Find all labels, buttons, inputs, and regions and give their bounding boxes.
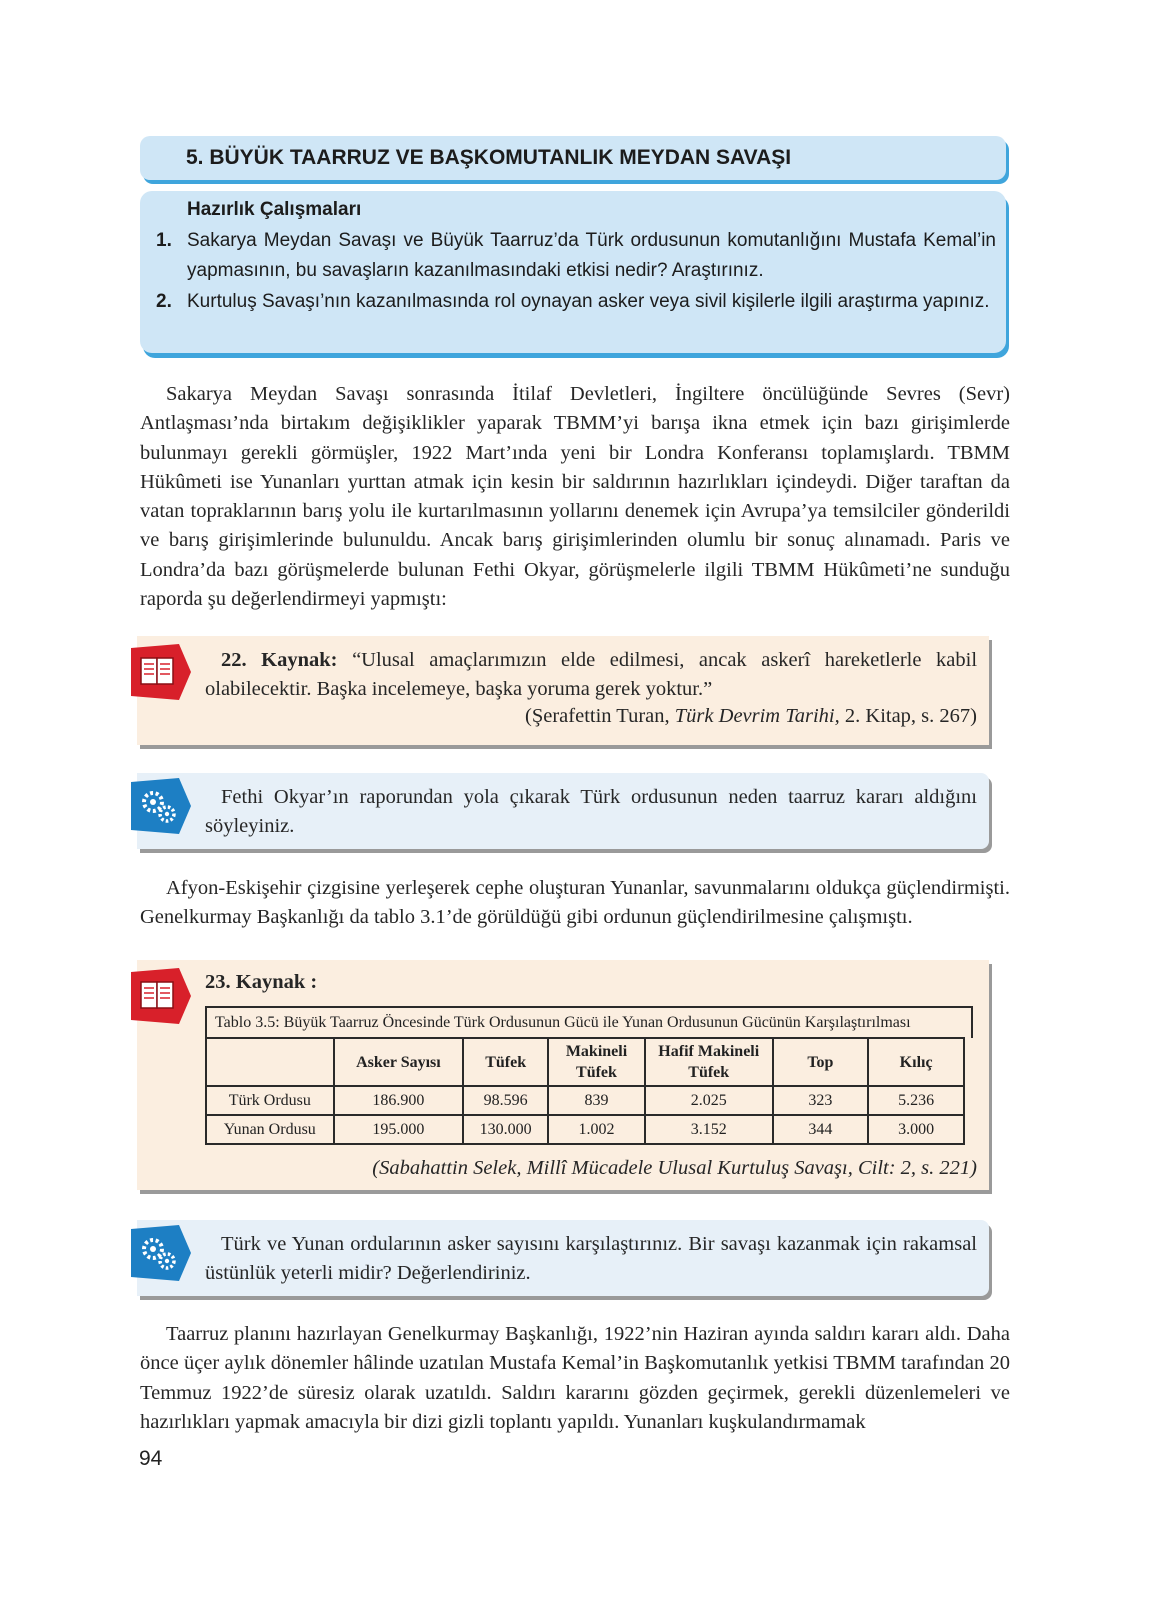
source-23-citation: (Sabahattin Selek, Millî Mücadele Ulusal Kurtuluş Savaşı, Cilt: 2, s. 221) <box>372 1157 977 1179</box>
table-header-cell: Kılıç <box>868 1038 964 1086</box>
question-text: Fethi Okyar’ın raporundan yola çıkarak Türk ordusunun neden taarruz kararı aldığını söyleyiniz. <box>205 786 977 837</box>
gears-icon <box>129 778 191 834</box>
table-cell: 195.000 <box>334 1115 464 1144</box>
preparation-item <box>156 226 996 286</box>
item-text: Kurtuluş Savaşı’nın kazanılmasında rol oynayan asker veya sivil kişilerle ilgili araştırma yapınız. <box>187 291 990 312</box>
table-row <box>206 1115 964 1144</box>
section-title: 5. BÜYÜK TAARRUZ VE BAŞKOMUTANLIK MEYDAN SAVAŞI <box>186 146 792 169</box>
table-cell: 98.596 <box>463 1086 548 1115</box>
source-22-label: 22. Kaynak: <box>221 649 338 671</box>
source-23-label: 23. Kaynak : <box>205 971 318 993</box>
gears-icon <box>129 1225 191 1281</box>
table-header-cell: Makineli Tüfek <box>548 1038 645 1086</box>
body-paragraph: Taarruz planını hazırlayan Genelkurmay Başkanlığı, 1922’nin Haziran ayında saldırı kararı aldı. Daha önce üçer aylık dönemler hâlinde uzatılan Mustafa Kemal’in Başkomutanlık yetkisi TBMM tarafından 20 Temmuz 1922’de süresiz olarak uzatıldı. Saldırı kararını gözden geçirmek, gerekli düzenlemeleri ve hazırlıkları yapmak amacıyla bir dizi gizli toplantı yapıldı. Yunanları kuşkulandırmamak <box>140 1323 1010 1433</box>
preparation-box <box>140 191 1006 353</box>
section-title-box <box>140 136 1006 180</box>
table-header-cell: Top <box>773 1038 869 1086</box>
table-caption: Tablo 3.5: Büyük Taarruz Öncesinde Türk Ordusunun Gücü ile Yunan Ordusunun Gücünün Karşılaştırılması <box>205 1006 973 1038</box>
body-paragraph: Sakarya Meydan Savaşı sonrasında İtilaf Devletleri, İngiltere öncülüğünde Sevres (Sevr) Antlaşması’nda birtakım değişiklikler yaparak TBMM’yi barışa ikna etmek için bazı girişimlerde bulunmayı gerekli görmüşler, 1922 Mart’ında yeni bir Londra Konferansı toplamışlardı. TBMM Hükûmeti ise Yunanları yurttan atmak için kesin bir saldırının hazırlıkları içindeydi. Diğer taraftan da vatan topraklarının barış yolu ile kurtarılmasının yollarını denemek için Avrupa’ya temsilciler gönderildi ve barış girişimlerinde bulunuldu. Ancak barış girişimlerinden olumlu bir sonuç alınamadı. Paris ve Londra’da bazı görüşmelerde bulunan Fethi Okyar, görüşmelerle ilgili TBMM Hükûmeti’ne sunduğu raporda şu değerlendirmeyi yapmıştı: <box>140 383 1010 611</box>
page-number: 94 <box>139 1447 163 1470</box>
table-cell: Türk Ordusu <box>206 1086 334 1115</box>
question-box <box>137 773 989 849</box>
table-cell: 839 <box>548 1086 645 1115</box>
table-cell: 3.152 <box>645 1115 773 1144</box>
citation-work: Türk Devrim Tarihi, <box>674 705 840 727</box>
citation-author: (Şerafettin Turan, <box>525 705 670 727</box>
table-cell: 2.025 <box>645 1086 773 1115</box>
table-header-cell <box>206 1038 334 1086</box>
table-header-cell: Asker Sayısı <box>334 1038 464 1086</box>
table-cell: 344 <box>773 1115 869 1144</box>
source-22-citation <box>525 705 977 728</box>
item-number: 1. <box>156 230 172 251</box>
open-book-icon <box>129 968 191 1024</box>
body-paragraph: Afyon-Eskişehir çizgisine yerleşerek cephe oluşturan Yunanlar, savunmalarını oldukça güçlendirmişti. Genelkurmay Başkanlığı da tablo 3.1’de görüldüğü gibi ordunun güçlendirilmesine çalışmıştı. <box>140 877 1010 929</box>
table-cell: 3.000 <box>868 1115 964 1144</box>
table-header-cell: Hafif Makineli Tüfek <box>645 1038 773 1086</box>
table-cell: 1.002 <box>548 1115 645 1144</box>
table-cell: 323 <box>773 1086 869 1115</box>
preparation-heading: Hazırlık Çalışmaları <box>187 199 362 220</box>
source-22-box <box>137 636 989 745</box>
citation-rest: 2. Kitap, s. 267) <box>844 705 977 727</box>
open-book-icon <box>129 644 191 700</box>
table-cell: Yunan Ordusu <box>206 1115 334 1144</box>
table-cell: 186.900 <box>334 1086 464 1115</box>
source-22-text <box>205 646 977 704</box>
table-row <box>206 1086 964 1115</box>
table-header-cell: Tüfek <box>463 1038 548 1086</box>
preparation-item <box>156 287 996 317</box>
question-box <box>137 1220 989 1296</box>
table-header-row <box>206 1038 964 1086</box>
source-22-quote: “Ulusal amaçlarımızın elde edilmesi, ancak askerî hareketlerle kabil olabilecektir. Başka incelemeye, başka yoruma gerek yoktur.” <box>205 649 978 700</box>
item-number: 2. <box>156 291 172 312</box>
item-text: Sakarya Meydan Savaşı ve Büyük Taarruz’da Türk ordusunun komutanlığını Mustafa Kemal’in yapmasının, bu savaşların kazanılmasındaki etkisi nedir? Araştırınız. <box>187 230 996 281</box>
comparison-table <box>205 1037 965 1145</box>
table-cell: 130.000 <box>463 1115 548 1144</box>
question-text: Türk ve Yunan ordularının asker sayısını karşılaştırınız. Bir savaşı kazanmak için rakamsal üstünlük yeterli midir? Değerlendiriniz. <box>205 1233 977 1284</box>
table-cell: 5.236 <box>868 1086 964 1115</box>
source-23-label-wrap <box>205 968 977 997</box>
